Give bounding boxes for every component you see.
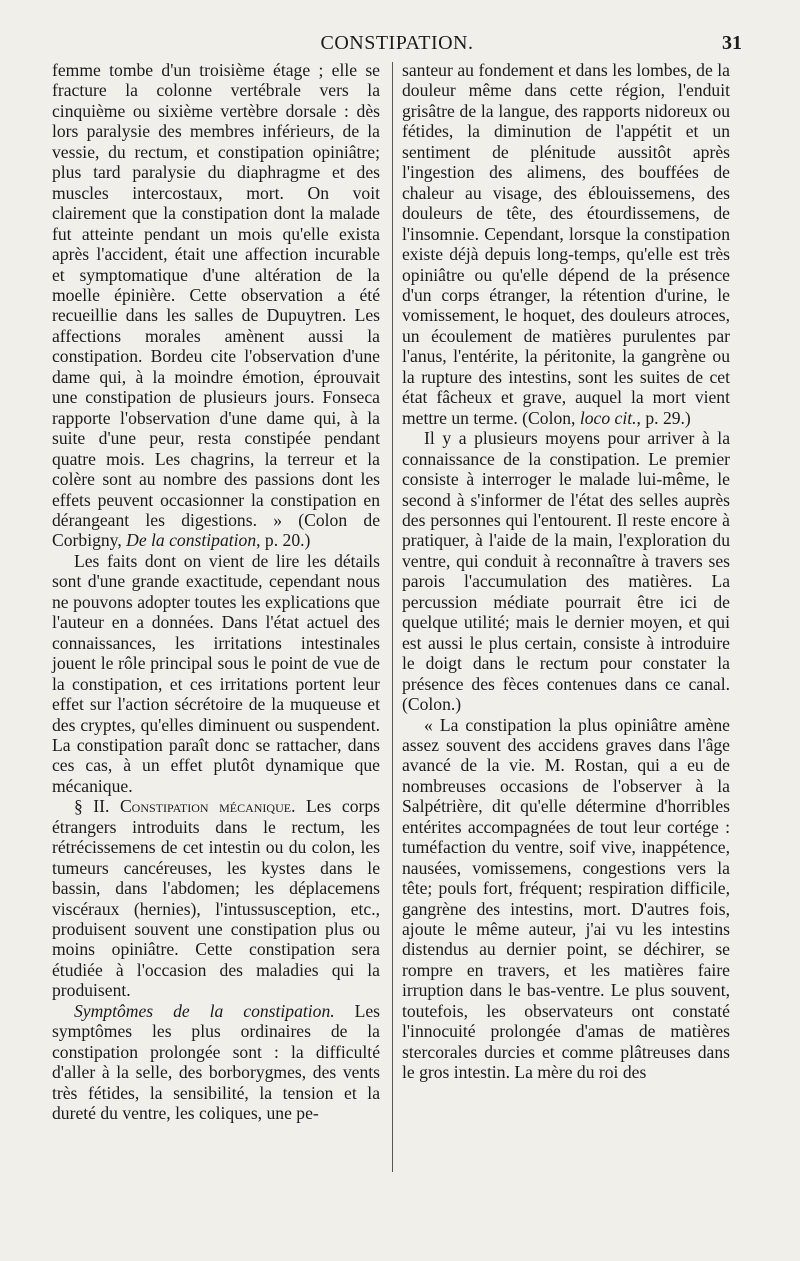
left-column (52, 60, 380, 1124)
right-column (402, 60, 730, 1083)
paragraph-symptoms-continued (402, 60, 730, 428)
paragraph-symptoms (52, 1001, 380, 1124)
symptoms-text: Les symptômes les plus ordinaires de la constipation prolongée sont : la difficulté d'aller à la selle, des borborygmes, des vents très fétides, la sensibilité, la tension et la dureté du ventre, les coliques, une pe- (52, 1000, 380, 1124)
section-text: Les corps étrangers introduits dans le rectum, les rétrécissemens de cet intestin ou du colon, les tumeurs cancéreuses, les kystes dans le bassin, dans l'abdomen; les déplacemens viscéraux (hernies), l'intussusception, etc., produisent souvent une constipation plus ou moins opiniâtre. Cette constipation sera étudiée à l'occasion des maladies qui la produisent. (52, 796, 380, 1001)
section-number: § II. (74, 796, 120, 817)
paragraph-rostan-quote: « La constipation la plus opiniâtre amène assez souvent des accidens graves dans l'âge avancé de la vie. M. Rostan, qui a eu de nombreuses occasions de l'observer à la Salpétrière, dit qu'elle détermine d'horribles entérites accompagnées de tout leur cortége : tuméfaction du ventre, soif vive, inappétence, nausées, vomissemens, congestions vers la tête; pouls fort, fréquent; respiration difficile, gangrène des intestins, mort. D'autres fois, ajoute le même auteur, j'ai vu les intestins distendus au dernier point, se déchirer, se rompre en travers, et les matières faire irruption dans le bas-ventre. Le plus souvent, toutefois, les observateurs ont constaté l'innocuité prolongée d'amas de matières stercorales durcies et comme plâtreuses dans le gros intestin. La mère du roi des (402, 714, 730, 1083)
citation-page: , p. 29.) (636, 407, 691, 428)
running-title: CONSTIPATION. (320, 32, 474, 54)
paragraph-diagnosis: Il y a plusieurs moyens pour arriver à la connaissance de la constipation. Le premier consiste à interroger le malade lui-même, le second à s'informer de l'état des selles auprès des personnes qui l'entourent. Il reste encore à pratiquer, à l'aide de la main, l'exploration du ventre, qui conduit à reconnaître à travers ses parois l'accumulation des matières. La percussion médiate pourrait être ici de quelque utilité; mais le dernier moyen, et qui est aussi le plus certain, consiste à introduire le doigt dans le rectum pour constater la présence des fèces contenues dans ce canal. (Colon.) (402, 428, 730, 715)
paragraph-observation-continued (52, 60, 380, 551)
citation-page: , p. 20.) (256, 530, 311, 551)
page-number: 31 (722, 32, 742, 54)
paragraph-commentary: Les faits dont on vient de lire les détails sont d'une grande exactitude, cependant nous ne pouvons adopter toutes les explications que l'auteur en a données. Dans l'état actuel des connaissances, les irritations intestinales jouent le rôle principal sous le point de vue de la constipation, et ces irritations portent leur effet sur l'action sécrétoire de la muqueuse et des cryptes, qu'elles diminuent ou suspendent. La constipation paraît donc se rattacher, dans ces cas, à un effet plutôt dynamique que mécanique. (52, 550, 380, 796)
page-header (52, 32, 742, 56)
column-divider (392, 62, 393, 1172)
book-title: De la constipation (126, 530, 257, 551)
citation-italic: loco cit. (579, 407, 637, 428)
paragraph-text: santeur au fondement et dans les lombes, de la douleur même dans cette région, l'enduit grisâtre de la langue, des rapports nidoreux ou fétides, la diminution de l'appétit et un sentiment de plénitude aussitôt après l'ingestion des alimens, des bouffées de chaleur au visage, des éblouissemens, des douleurs de tête, des étourdissemens, de l'insomnie. Cependant, lorsque la constipation existe déjà depuis long-temps, qu'elle est très opiniâtre ou qu'elle dépend de la présence d'un corps étranger, la rétention d'urine, le vomissement, le hoquet, des douleurs atroces, un écoulement de matières purulentes par l'anus, l'entérite, la péritonite, la gangrène ou la rupture des intestins, sont les suites de cet état fâcheux et grave, auquel la mort vient mettre un terme. (Colon, (402, 60, 730, 428)
symptoms-heading: Symptômes de la constipation. (74, 1000, 335, 1021)
section-mechanical-constipation (52, 796, 380, 1001)
paragraph-text: femme tombe d'un troisième étage ; elle se fracture la colonne vertébrale vers la cinquième ou sixième vertèbre dorsale : dès lors paralysie des membres inférieurs, de la vessie, du rectum, et constipation opiniâtre; plus tard paralysie du diaphragme et des muscles intercostaux, mort. On voit clairement que la constipation dont la malade fut atteinte pendant un mois qu'elle exista après l'accident, était une affection incurable et symptomatique d'une altération de la moelle épinière. Cette observation a été recueillie dans les salles de Dupuytren. Les affections morales amènent aussi la constipation. Bordeu cite l'observation d'une dame qui, à la moindre émotion, éprouvait une constipation de plusieurs jours. Fonseca rapporte l'observation d'une dame qui, à la suite d'une peur, resta constipée pendant quatre mois. Les chagrins, la terreur et la colère sont au nombre des passions dont les effets peuvent occasionner la constipation en dérangeant les digestions. » (Colon de Corbigny, (52, 60, 380, 551)
section-heading: Constipation mécanique. (119, 796, 296, 817)
